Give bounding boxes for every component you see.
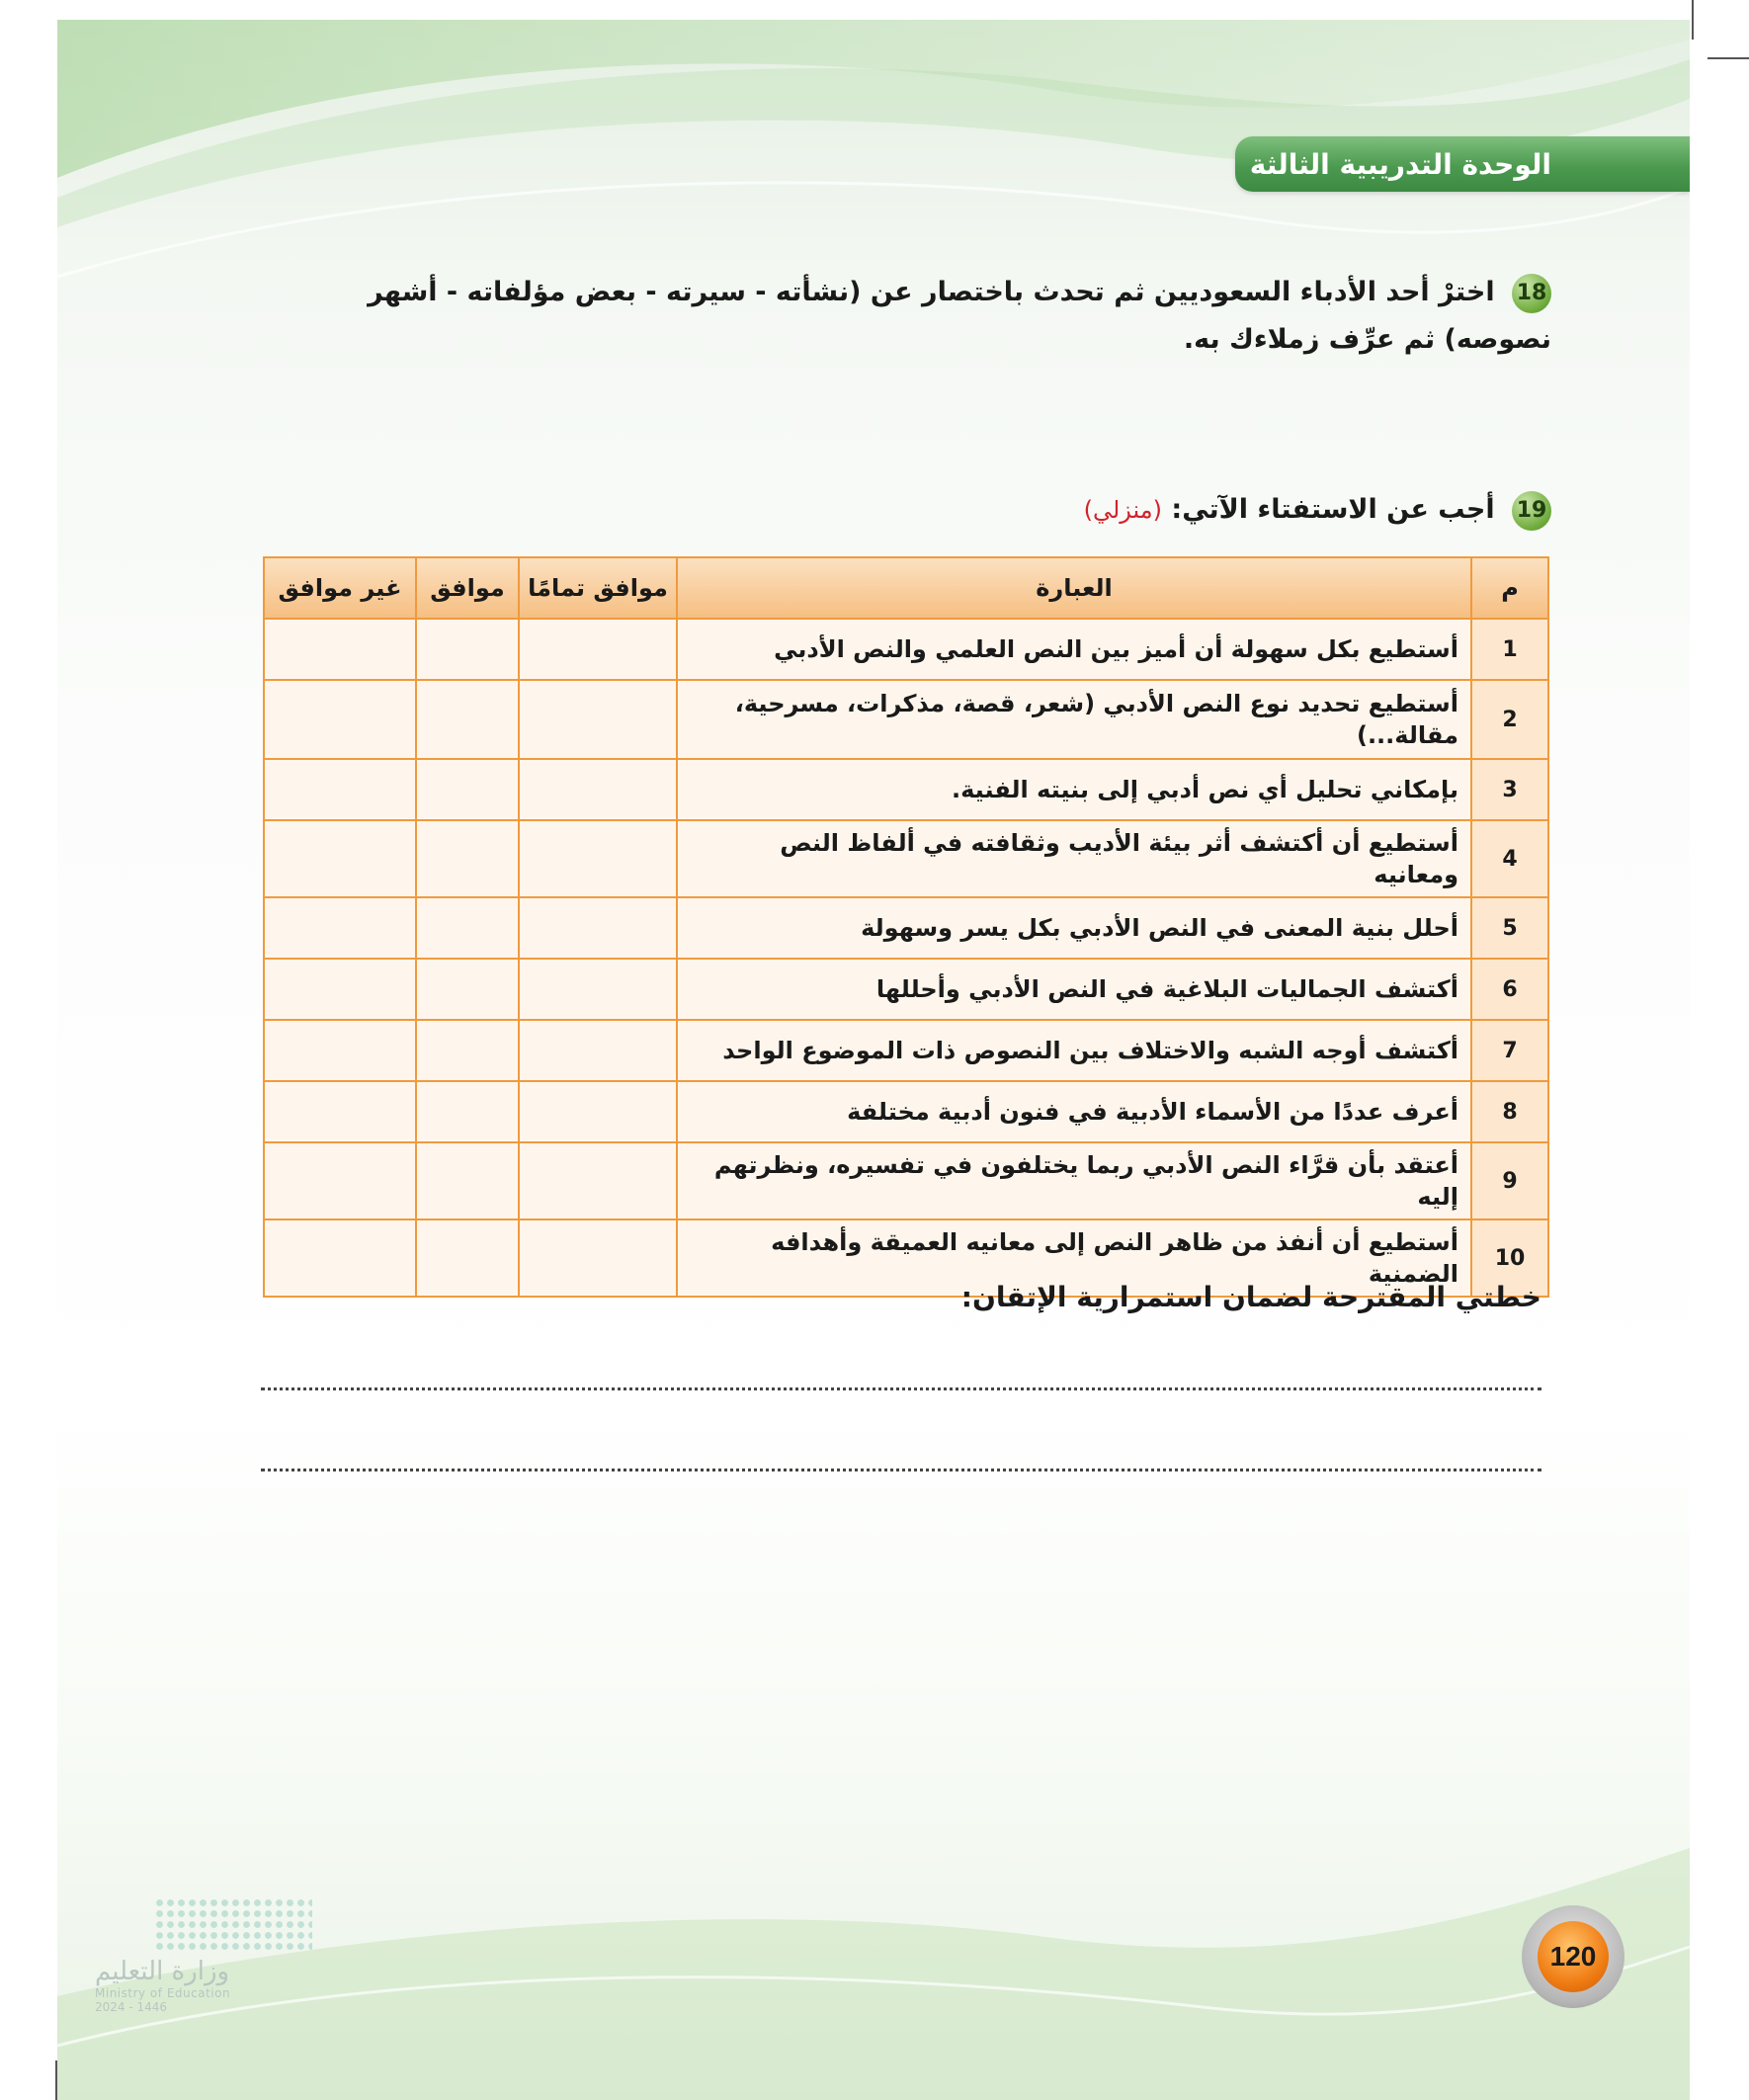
agree-cell[interactable] [416,897,519,959]
table-row [264,1020,1548,1081]
header-disagree: غير موافق [264,557,416,619]
disagree-cell[interactable] [264,1142,416,1219]
disagree-cell[interactable] [264,1219,416,1297]
agree-cell[interactable] [416,1219,519,1297]
unit-title: الوحدة التدريبية الثالثة [1249,147,1551,181]
agree-cell[interactable] [416,619,519,680]
header-strongly-agree: موافق تمامًا [519,557,677,619]
disagree-cell[interactable] [264,680,416,759]
strongly-agree-cell[interactable] [519,1142,677,1219]
disagree-cell[interactable] [264,820,416,897]
header-num: م [1471,557,1548,619]
edition-year: 2024 - 1446 [95,2000,168,2014]
strongly-agree-cell[interactable] [519,680,677,759]
agree-cell[interactable] [416,820,519,897]
disagree-cell[interactable] [264,959,416,1020]
row-statement: أعتقد بأن قرَّاء النص الأدبي ربما يختلفون في تفسيره، ونظرتهم إليه [677,1142,1471,1219]
table-row [264,1081,1548,1142]
row-number: 1 [1471,619,1548,680]
row-statement: أكتشف الجماليات البلاغية في النص الأدبي وأحللها [677,959,1471,1020]
agree-cell[interactable] [416,1142,519,1219]
row-statement: أستطيع أن أكتشف أثر بيئة الأديب وثقافته في ألفاظ النص ومعانيه [677,820,1471,897]
plan-title: خطتي المقترحة لضمان استمرارية الإتقان: [960,1281,1541,1313]
disagree-cell[interactable] [264,1020,416,1081]
question-number-badge: 18 [1512,274,1551,313]
crop-mark [1707,57,1749,59]
disagree-cell[interactable] [264,619,416,680]
agree-cell[interactable] [416,759,519,820]
table-row [264,959,1548,1020]
strongly-agree-cell[interactable] [519,1081,677,1142]
answer-line-1[interactable] [261,1387,1541,1390]
row-number: 10 [1471,1219,1548,1297]
row-number: 5 [1471,897,1548,959]
page-number-badge [1522,1905,1624,2008]
question-18 [267,269,1551,364]
row-number: 2 [1471,680,1548,759]
table-row [264,619,1548,680]
row-statement: أعرف عددًا من الأسماء الأدبية في فنون أدبية مختلفة [677,1081,1471,1142]
row-number: 3 [1471,759,1548,820]
crop-mark [1692,0,1694,40]
survey-table [263,556,1549,1298]
row-number: 4 [1471,820,1548,897]
table-row [264,820,1548,897]
question-18-line1: اخترْ أحد الأدباء السعوديين ثم تحدث باختصار عن (نشأته - سيرته - بعض مؤلفاته - أشهر [368,277,1495,307]
table-row [264,897,1548,959]
strongly-agree-cell[interactable] [519,1020,677,1081]
row-number: 8 [1471,1081,1548,1142]
homework-tag: (منزلي) [1083,496,1162,524]
agree-cell[interactable] [416,1081,519,1142]
row-statement: أحلل بنية المعنى في النص الأدبي بكل يسر وسهولة [677,897,1471,959]
row-number: 9 [1471,1142,1548,1219]
table-row [264,1142,1548,1219]
disagree-cell[interactable] [264,897,416,959]
table-header-row [264,557,1548,619]
table-row [264,680,1548,759]
header-agree: موافق [416,557,519,619]
answer-line-2[interactable] [261,1469,1541,1471]
strongly-agree-cell[interactable] [519,1219,677,1297]
row-statement: أستطيع أن أنفذ من ظاهر النص إلى معانيه العميقة وأهدافه الضمنية [677,1219,1471,1297]
ministry-logo [95,1897,322,2036]
row-statement: بإمكاني تحليل أي نص أدبي إلى بنيته الفنية. [677,759,1471,820]
unit-title-tab [1235,136,1690,192]
agree-cell[interactable] [416,959,519,1020]
row-number: 7 [1471,1020,1548,1081]
strongly-agree-cell[interactable] [519,897,677,959]
ministry-name-en: Ministry of Education [95,1986,231,2000]
question-19 [267,486,1551,534]
agree-cell[interactable] [416,1020,519,1081]
ministry-name-ar: وزارة التعليم [95,1957,230,1986]
row-statement: أكتشف أوجه الشبه والاختلاف بين النصوص ذات الموضوع الواحد [677,1020,1471,1081]
strongly-agree-cell[interactable] [519,619,677,680]
question-19-prompt: أجب عن الاستفتاء الآتي: [1171,494,1495,525]
ministry-logo-icon [154,1897,312,1953]
disagree-cell[interactable] [264,759,416,820]
table-row [264,759,1548,820]
agree-cell[interactable] [416,680,519,759]
row-number: 6 [1471,959,1548,1020]
strongly-agree-cell[interactable] [519,959,677,1020]
row-statement: أستطيع تحديد نوع النص الأدبي (شعر، قصة، مذكرات، مسرحية، مقالة...) [677,680,1471,759]
row-statement: أستطيع بكل سهولة أن أميز بين النص العلمي والنص الأدبي [677,619,1471,680]
disagree-cell[interactable] [264,1081,416,1142]
strongly-agree-cell[interactable] [519,820,677,897]
strongly-agree-cell[interactable] [519,759,677,820]
page-number: 120 [1538,1921,1609,1992]
question-number-badge: 19 [1512,491,1551,531]
header-statement: العبارة [677,557,1471,619]
question-18-line2: نصوصه) ثم عرِّف زملاءك به. [1183,324,1551,355]
